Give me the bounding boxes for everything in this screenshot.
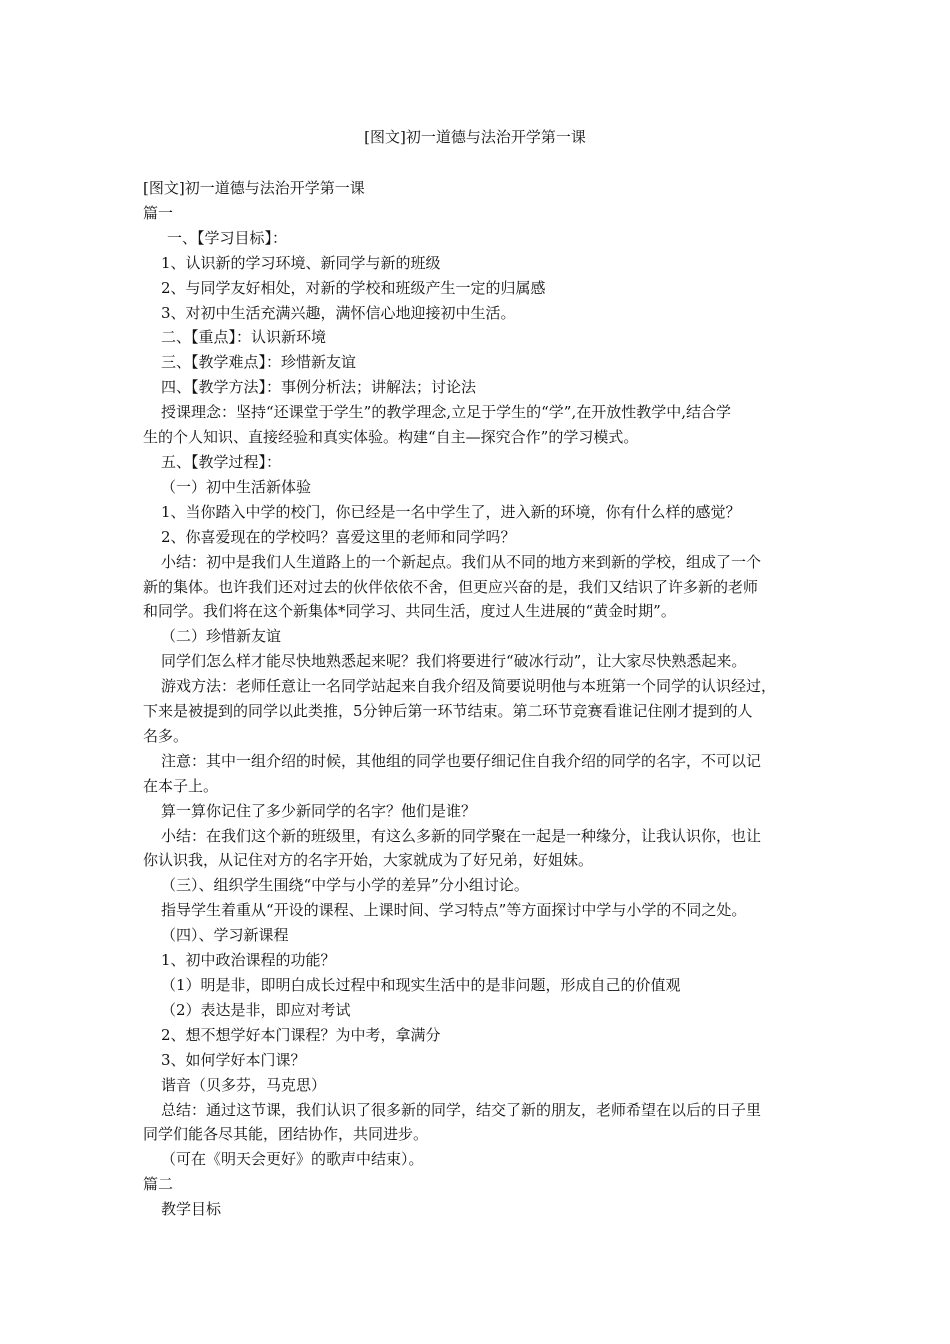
text-line: （2）表达是非，即应对考试 — [161, 1000, 351, 1019]
text-line: 2、你喜爱现在的学校吗？喜爱这里的老师和同学吗？ — [161, 527, 516, 546]
text-line: 小结：在我们这个新的班级里，有这么多新的同学聚在一起是一种缘分，让我认识你，也让 — [161, 826, 762, 845]
text-line: 总结：通过这节课，我们认识了很多新的同学，结交了新的朋友，老师希望在以后的日子里 — [161, 1100, 762, 1119]
text-line: [图文]初一道德与法治开学第一课 — [143, 179, 365, 197]
text-line: 注意：其中一组介绍的时候，其他组的同学也要仔细记住自我介绍的同学的名字，不可以记 — [161, 751, 762, 770]
text-line: 和同学。我们将在这个新集体*同学习、共同生活，度过人生进展的“黄金时期”。 — [143, 602, 676, 621]
text-line: 你认识我，从记住对方的名字开始，大家就成为了好兄弟，好姐妹。 — [143, 851, 594, 870]
text-line: 1、认识新的学习环境、新同学与新的班级 — [161, 253, 441, 272]
text-line: 1、当你踏入中学的校门，你已经是一名中学生了，进入新的环境，你有什么样的感觉？ — [161, 502, 741, 521]
text-line: 算一算你记住了多少新同学的名字？他们是谁？ — [161, 801, 477, 820]
page-title: [图文]初一道德与法治开学第一课 — [364, 128, 586, 146]
text-line: 3、如何学好本门课？ — [161, 1050, 306, 1069]
text-line: 授课理念：坚持“还课堂于学生”的教学理念,立足于学生的“学”,在开放性教学中,结合学 — [161, 403, 731, 422]
text-line: 四、【教学方法】：事例分析法；讲解法；讨论法 — [161, 378, 477, 397]
text-line: 1、初中政治课程的功能？ — [161, 951, 336, 970]
document-body — [143, 176, 813, 1222]
text-line: 名多。 — [143, 726, 189, 745]
text-line: （四）、学习新课程 — [161, 926, 289, 945]
text-line: 谐音（贝多芬，马克思） — [161, 1075, 327, 1094]
text-line: 下来是被提到的同学以此类推，5分钟后第一环节结束。第二环节竞赛看谁记住刚才提到的人 — [143, 702, 753, 721]
text-line: 3、对初中生活充满兴趣，满怀信心地迎接初中生活。 — [161, 303, 516, 322]
text-line: 新的集体。也许我们还对过去的伙伴依依不舍，但更应兴奋的是，我们又结识了许多新的老师 — [143, 577, 759, 596]
text-line: 同学们怎么样才能尽快地熟悉起来呢？我们将要进行“破冰行动”，让大家尽快熟悉起来。 — [161, 652, 747, 671]
text-line: 小结：初中是我们人生道路上的一个新起点。我们从不同的地方来到新的学校，组成了一个 — [161, 552, 762, 571]
text-line: 指导学生着重从“开设的课程、上课时间、学习特点”等方面探讨中学与小学的不同之处。 — [161, 901, 747, 920]
text-line: 游戏方法：老师任意让一名同学站起来自我介绍及简要说明他与本班第一个同学的认识经过， — [161, 677, 777, 696]
text-line: 三、【教学难点】：珍惜新友谊 — [161, 353, 357, 372]
text-line: （可在《明天会更好》的歌声中结束）。 — [161, 1150, 424, 1169]
text-line: 2、与同学友好相处，对新的学校和班级产生一定的归属感 — [161, 278, 546, 297]
text-line: 在本子上。 — [143, 776, 219, 795]
text-line: （1）明是非，即明白成长过程中和现实生活中的是非问题，形成自己的价值观 — [161, 976, 681, 994]
text-line: 篇一 — [143, 203, 174, 222]
text-line: 二、【重点】：认识新环境 — [161, 328, 327, 347]
text-line: 教学目标 — [161, 1200, 222, 1219]
text-line: 一、【学习目标】： — [167, 228, 288, 247]
text-line: 篇二 — [143, 1175, 174, 1194]
text-line: 2、想不想学好本门课程？为中考，拿满分 — [161, 1025, 441, 1044]
text-line: （三）、组织学生围绕“中学与小学的差异”分小组讨论。 — [161, 876, 529, 895]
text-line: （一）初中生活新体验 — [161, 477, 312, 496]
text-line: 同学们能各尽其能，团结协作，共同进步。 — [143, 1125, 429, 1144]
text-line: 五、【教学过程】： — [161, 452, 282, 471]
text-line: 生的个人知识、直接经验和真实体验。构建“自主—探究合作”的学习模式。 — [143, 428, 639, 447]
text-line: （二）珍惜新友谊 — [161, 627, 282, 646]
